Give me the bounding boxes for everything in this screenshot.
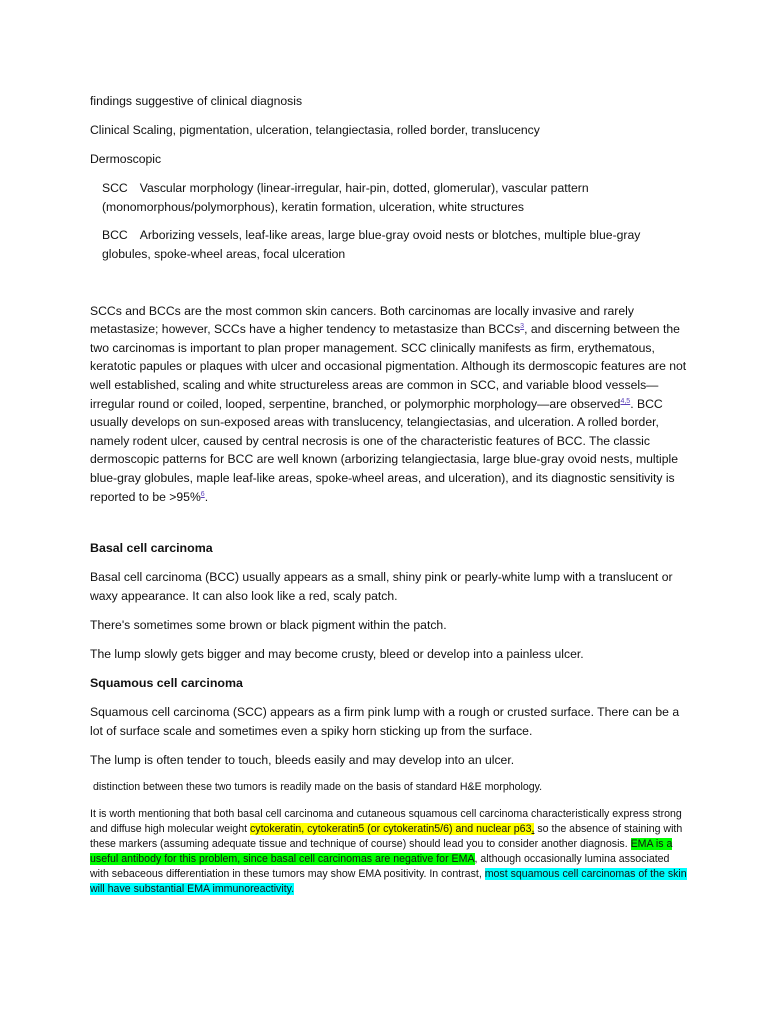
note-part-3: , although occasionally lumina associated with sebaceous differentiation in these tumors may show EMA positivity. In contrast, bbox=[90, 853, 670, 881]
dermoscopic-scc-row bbox=[90, 179, 690, 216]
reference-link[interactable]: 4,5 bbox=[620, 397, 631, 405]
intro-paragraph bbox=[90, 302, 690, 507]
highlight-cytokeratin: cytokeratin, cytokeratin5 (or cytokeratin5/6) and nuclear p63 bbox=[250, 823, 532, 836]
scc-heading: Squamous cell carcinoma bbox=[90, 676, 243, 691]
highlight-scc-ema: most squamous cell carcinomas of the skin will have substantial EMA immunoreactivity. bbox=[90, 868, 687, 896]
reference-link[interactable]: 3 bbox=[520, 323, 525, 331]
intro-part-4: . bbox=[204, 489, 209, 504]
ema-note-paragraph bbox=[90, 807, 690, 897]
highlight-cytokeratin-tail: , bbox=[531, 823, 535, 836]
distinction-note: distinction between these two tumors is readily made on the basis of standard H&E morphology. bbox=[93, 781, 543, 794]
note-part-2: so the absence of staining with these markers (assuming adequate tissue and technique of course) should lead you to consider another diagnosis. bbox=[90, 823, 683, 851]
dermoscopic-bcc-row bbox=[90, 226, 690, 263]
bcc-paragraph-2: There's sometimes some brown or black pigment within the patch. bbox=[90, 617, 447, 632]
intro-part-3: . BCC usually develops on sun-exposed areas with translucency, telangiectasias, and ulceration. A rolled border, namely rodent ulcer, caused by central necrosis is one of the characteristic features of BCC. The classic dermoscopic patterns for BCC are well known (arborizing telangiectasia, large blue-gray ovoid nests, multiple blue-gray globules, maple leaf-like areas, spoke-wheel areas, and ulceration), and its diagnostic sensitivity is reported to be >95% bbox=[90, 396, 678, 504]
bcc-paragraph-3: The lump slowly gets bigger and may become crusty, bleed or develop into a painless ulcer. bbox=[90, 647, 584, 662]
note-part-1: It is worth mentioning that both basal cell carcinoma and cutaneous squamous cell carcinoma characteristically express strong and diffuse high molecular weight bbox=[90, 808, 682, 836]
dermoscopic-label: Dermoscopic bbox=[90, 152, 162, 167]
bcc-heading: Basal cell carcinoma bbox=[90, 541, 213, 556]
scc-paragraph-1: Squamous cell carcinoma (SCC) appears as a firm pink lump with a rough or crusted surface. There can be a lot of surface scale and sometimes even a spiky horn sticking up from the surface. bbox=[90, 705, 680, 738]
scc-paragraph-2: The lump is often tender to touch, bleeds easily and may develop into an ulcer. bbox=[90, 752, 515, 767]
clinical-line: Clinical Scaling, pigmentation, ulceration, telangiectasia, rolled border, translucency bbox=[90, 123, 540, 138]
scc-features: Vascular morphology (linear-irregular, hair-pin, dotted, glomerular), vascular pattern (monomorphous/polymorphous), keratin formation, ulceration, white structures bbox=[102, 181, 589, 214]
reference-link[interactable]: 6 bbox=[200, 490, 205, 498]
bcc-label: BCC bbox=[102, 228, 128, 243]
bcc-paragraph-1: Basal cell carcinoma (BCC) usually appears as a small, shiny pink or pearly-white lump with a translucent or waxy appearance. It can also look like a red, scaly patch. bbox=[90, 570, 673, 603]
scc-label: SCC bbox=[102, 181, 128, 196]
bcc-features: Arborizing vessels, leaf-like areas, large blue-gray ovoid nests or blotches, multiple blue-gray globules, spoke-wheel areas, focal ulceration bbox=[102, 228, 641, 262]
highlight-ema: EMA is a useful antibody for this problem, since basal cell carcinomas are negative for EMA bbox=[90, 838, 673, 866]
intro-part-1: SCCs and BCCs are the most common skin cancers. Both carcinomas are locally invasive and rarely metastasize; however, SCCs have a higher tendency to metastasize than BCCs bbox=[90, 303, 634, 337]
intro-part-2: , and discerning between the two carcinomas is important to plan proper management. SCC clinically manifests as firm, erythematous, keratotic papules or plaques with ulcer and occasional pigmentation. Although its dermoscopic features are not well established, scaling and white structureless areas are common in SCC, and variable blood vessels—irregular round or coiled, looped, serpentine, branched, or polymorphic morphology—are observed bbox=[90, 322, 687, 411]
document-page bbox=[90, 92, 690, 897]
findings-title: findings suggestive of clinical diagnosis bbox=[90, 94, 303, 108]
